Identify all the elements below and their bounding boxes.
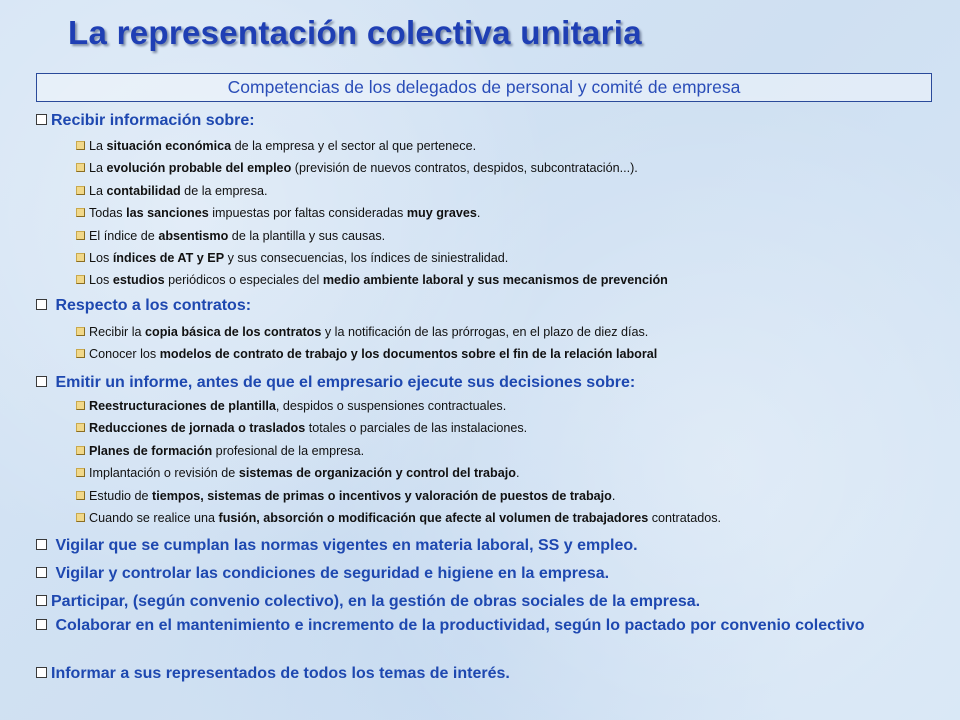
sub-item-bold-text: Reducciones de jornada o traslados	[89, 421, 306, 435]
sub-item-text: Conocer los	[89, 347, 160, 361]
checkbox-bullet-icon	[76, 401, 85, 410]
sub-item	[76, 273, 668, 287]
sub-item-text: Recibir la	[89, 325, 145, 339]
main-item-text: Vigilar que se cumplan las normas vigentes en materia laboral, SS y empleo.	[51, 537, 638, 554]
checkbox-bullet-icon	[76, 253, 85, 262]
checkbox-bullet-icon	[76, 423, 85, 432]
sub-item	[76, 466, 519, 480]
checkbox-bullet-icon	[76, 186, 85, 195]
sub-item-text: Todas	[89, 206, 127, 220]
checkbox-bullet-icon	[36, 376, 47, 387]
sub-item	[76, 399, 506, 413]
sub-item-text: contratados.	[648, 511, 722, 525]
checkbox-bullet-icon	[76, 163, 85, 172]
sub-item-text: Los	[89, 251, 113, 265]
sub-item-bold-text: muy graves	[406, 206, 477, 220]
checkbox-bullet-icon	[36, 619, 47, 630]
sub-item-bold-text: estudios	[112, 273, 165, 287]
sub-item-text: .	[611, 489, 616, 503]
checkbox-bullet-icon	[36, 299, 47, 310]
sub-item-text: .	[476, 206, 481, 220]
sub-item-text: de la empresa y el sector al que pertenece.	[231, 139, 477, 153]
checkbox-bullet-icon	[36, 667, 47, 678]
checkbox-bullet-icon	[36, 539, 47, 550]
sub-item-bold-text: índices de AT y EP	[112, 251, 225, 265]
sub-item-bold-text: medio ambiente laboral y sus mecanismos de prevención	[322, 273, 668, 287]
sub-item-text: El índice de	[89, 229, 159, 243]
main-item	[36, 537, 638, 555]
sub-item-text: de la empresa.	[180, 184, 268, 198]
sub-item-text: periódicos o especiales del	[164, 273, 323, 287]
sub-item	[76, 511, 721, 525]
main-item	[36, 617, 926, 635]
checkbox-bullet-icon	[36, 114, 47, 125]
main-item-text: Participar, (según convenio colectivo), en la gestión de obras sociales de la empresa.	[51, 593, 701, 610]
sub-item-text: y sus consecuencias, los índices de siniestralidad.	[224, 251, 509, 265]
checkbox-bullet-icon	[76, 468, 85, 477]
sub-item-text: La	[89, 184, 107, 198]
sub-item	[76, 347, 657, 361]
main-item	[36, 593, 700, 611]
sub-item-bold-text: modelos de contrato de trabajo y los documentos sobre el fin de la relación laboral	[159, 347, 658, 361]
main-item-text: Informar a sus representados de todos los temas de interés.	[51, 665, 510, 682]
sub-item-bold-text: evolución probable del empleo	[106, 161, 292, 175]
checkbox-bullet-icon	[76, 275, 85, 284]
sub-item-bold-text: Reestructuraciones de plantilla	[89, 399, 276, 413]
sub-item	[76, 251, 508, 265]
checkbox-bullet-icon	[76, 349, 85, 358]
sub-item	[76, 325, 648, 339]
sub-item-text: La	[89, 161, 107, 175]
sub-item-bold-text: situación económica	[106, 139, 232, 153]
sub-item-text: Los	[89, 273, 113, 287]
sub-item-bold-text: las sanciones	[126, 206, 209, 220]
main-item-text: Recibir información sobre:	[51, 112, 255, 129]
sub-item-text: .	[515, 466, 520, 480]
main-item	[36, 565, 609, 583]
sub-item	[76, 229, 385, 243]
main-item-text: Vigilar y controlar las condiciones de seguridad e higiene en la empresa.	[51, 565, 610, 582]
checkbox-bullet-icon	[36, 595, 47, 606]
subtitle-text: Competencias de los delegados de personal y comité de empresa	[227, 77, 741, 97]
sub-item-text: totales o parciales de las instalaciones.	[305, 421, 528, 435]
sub-item	[76, 161, 638, 175]
sub-item-text: Estudio de	[89, 489, 153, 503]
sub-item	[76, 139, 476, 153]
checkbox-bullet-icon	[76, 141, 85, 150]
sub-item-text: y la notificación de las prórrogas, en el plazo de diez días.	[321, 325, 649, 339]
sub-item-bold-text: sistemas de organización y control del trabajo	[238, 466, 516, 480]
sub-item-bold-text: copia básica de los contratos	[145, 325, 322, 339]
sub-item-text: , despidos o suspensiones contractuales.	[275, 399, 507, 413]
main-item	[36, 112, 255, 130]
main-item	[36, 374, 635, 392]
sub-item-bold-text: tiempos, sistemas de primas o incentivos y valoración de puestos de trabajo	[152, 489, 612, 503]
checkbox-bullet-icon	[36, 567, 47, 578]
checkbox-bullet-icon	[76, 446, 85, 455]
sub-item-bold-text: contabilidad	[106, 184, 181, 198]
sub-item-bold-text: Planes de formación	[89, 444, 213, 458]
sub-item	[76, 421, 527, 435]
sub-item	[76, 184, 268, 198]
sub-item-text: Implantación o revisión de	[89, 466, 239, 480]
sub-item-text: impuestas por faltas consideradas	[208, 206, 407, 220]
sub-item-bold-text: absentismo	[158, 229, 229, 243]
sub-item-text: Cuando se realice una	[89, 511, 219, 525]
sub-item	[76, 206, 480, 220]
checkbox-bullet-icon	[76, 327, 85, 336]
main-item-text: Emitir un informe, antes de que el empresario ejecute sus decisiones sobre:	[51, 374, 636, 391]
page-title: La representación colectiva unitaria	[68, 14, 642, 51]
sub-item-text: (previsión de nuevos contratos, despidos, subcontratación...).	[291, 161, 638, 175]
main-item-text: Respecto a los contratos:	[51, 297, 252, 314]
checkbox-bullet-icon	[76, 208, 85, 217]
checkbox-bullet-icon	[76, 513, 85, 522]
checkbox-bullet-icon	[76, 491, 85, 500]
main-item	[36, 297, 251, 315]
sub-item-text: La	[89, 139, 107, 153]
main-item	[36, 665, 510, 683]
checkbox-bullet-icon	[76, 231, 85, 240]
sub-item-bold-text: fusión, absorción o modificación que afecte al volumen de trabajadores	[218, 511, 649, 525]
sub-item	[76, 444, 364, 458]
main-item-text: Colaborar en el mantenimiento e incremento de la productividad, según lo pactado por convenio colectivo	[51, 617, 865, 634]
sub-item	[76, 489, 615, 503]
sub-item-text: profesional de la empresa.	[212, 444, 365, 458]
sub-item-text: de la plantilla y sus causas.	[228, 229, 386, 243]
